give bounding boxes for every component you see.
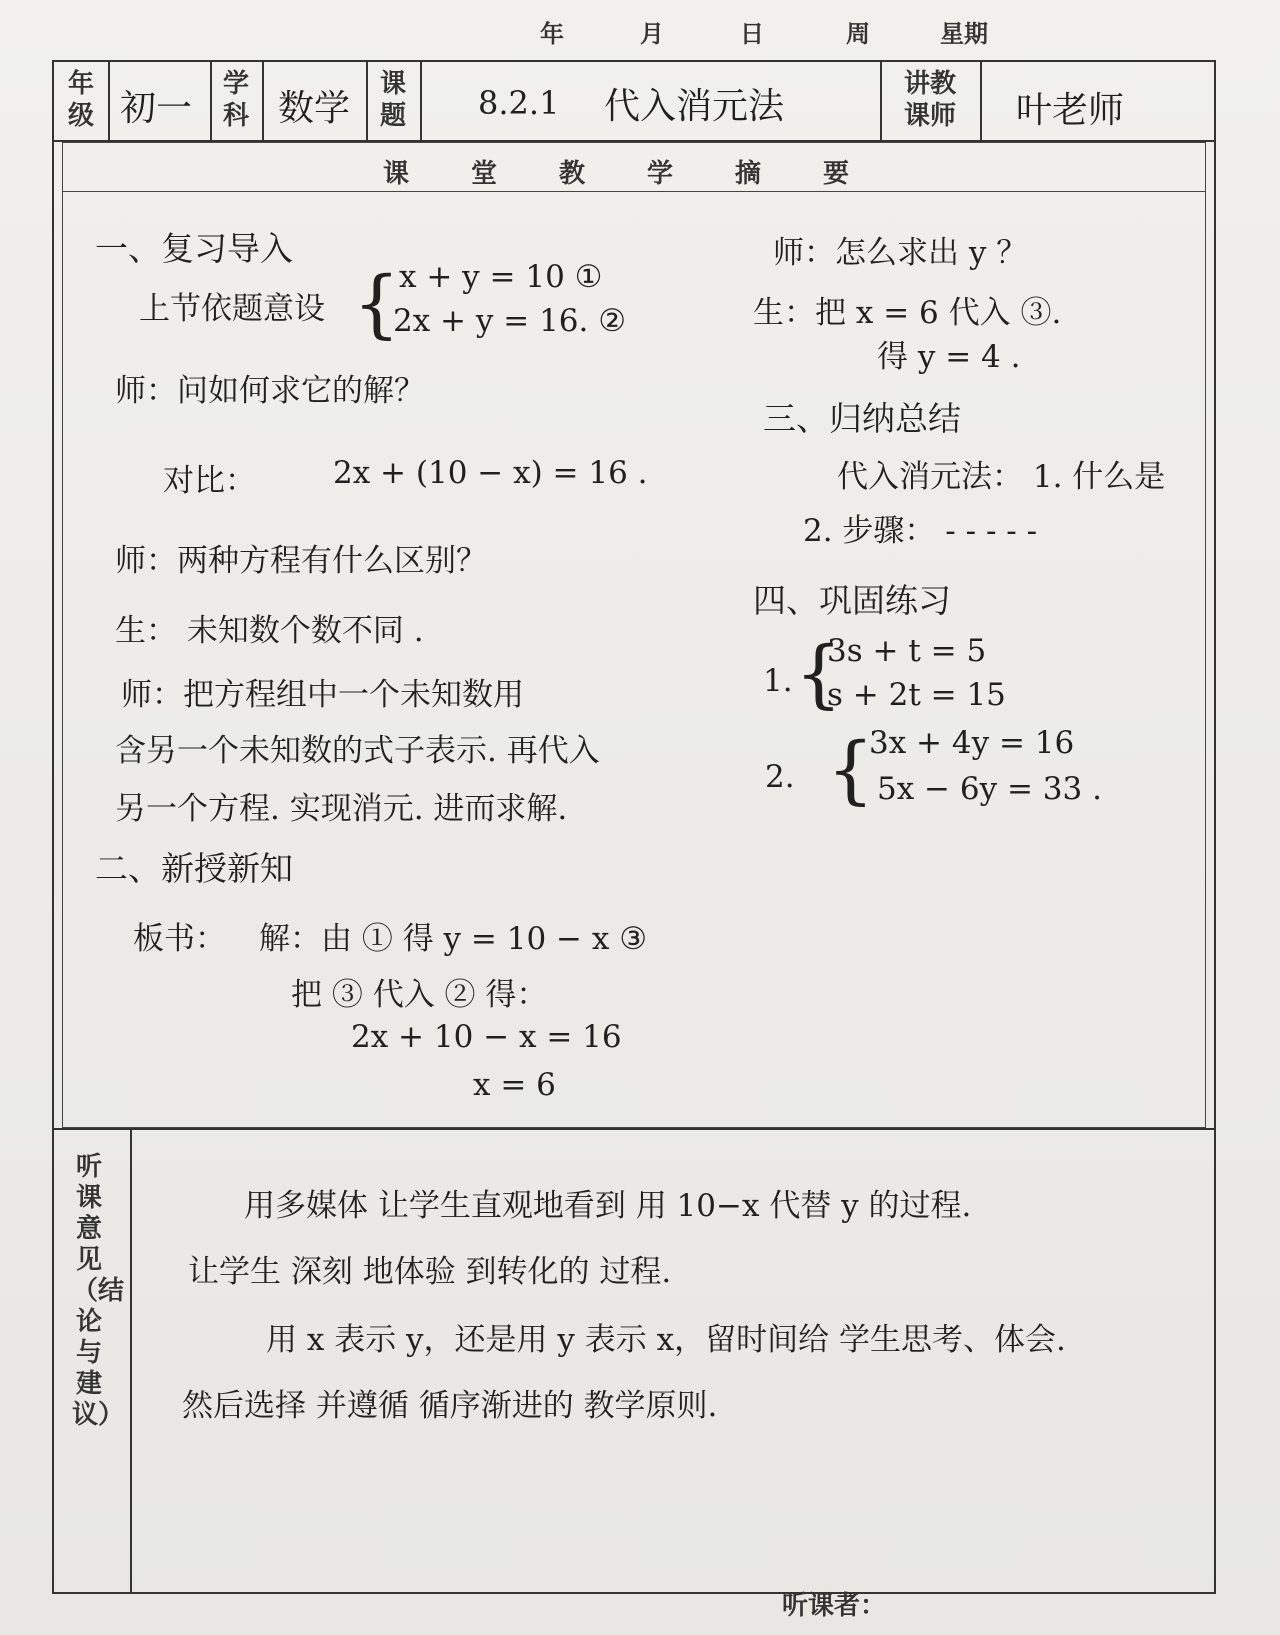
sec1-intro: 上节依题意设 [139,291,325,327]
right-answer-1: 生：把 x = 6 代入 ③. [753,295,1062,331]
question-2: 师：两种方程有什么区别？ [115,543,487,579]
grade-label: 年级 [67,69,94,131]
board-line-3: 2x + 10 − x = 16 [351,1019,622,1055]
feedback-line-1: 用多媒体 让学生直观地看到 用 10−x 代替 y 的过程. [244,1188,972,1224]
grade-value: 初一 [120,88,193,129]
equation-2: 2x + y = 16. ② [393,303,627,339]
system-brace-3: { [827,727,875,813]
feedback-line-2: 让学生 深刻 地体验 到转化的 过程. [188,1254,672,1290]
sec2-title: 二、新授新知 [95,849,293,888]
feedback-line-3: 用 x 表示 y，还是用 y 表示 x，留时间给 学生思考、体会. [266,1322,1066,1358]
compare-label: 对比： [163,463,256,499]
sec4-title: 四、巩固练习 [753,581,951,620]
board-line-4: x = 6 [473,1067,556,1103]
date-weekday: 星期 [940,20,988,48]
board-line-1: 解：由 ① 得 y = 10 − x ③ [259,921,648,957]
teacher-line-1: 师：把方程组中一个未知数用 [121,677,524,713]
topic-label: 课题 [379,69,406,131]
topic-value: 代入消元法 [604,86,785,127]
feedback-line-4: 然后选择 并遵循 循序渐进的 教学原则. [182,1388,718,1424]
teacher-line-3: 另一个方程. 实现消元. 进而求解. [115,791,568,827]
equation-1: x + y = 10 ① [399,259,603,295]
practice-1-number: 1. [763,663,793,699]
practice-2-eq-2: 5x − 6y = 33 . [877,771,1102,807]
summary-line-2: 2. 步骤： - - - - - [803,513,1038,549]
date-day: 日 [740,20,764,48]
practice-2-number: 2. [765,759,795,795]
feedback-label: 听课意见（结论与建议） [72,1152,125,1430]
teacher-label: 讲教课师 [903,69,956,131]
teacher-line-2: 含另一个未知数的式子表示. 再代入 [115,733,600,769]
right-question: 师：怎么求出 y ？ [773,235,1028,271]
sec3-title: 三、归纳总结 [763,399,961,438]
date-month: 月 [640,20,664,48]
sec1-title: 一、复习导入 [95,229,293,268]
practice-2-eq-1: 3x + 4y = 16 [869,725,1075,761]
topic-number: 8.2.1 [478,84,560,122]
subject-value: 数学 [278,88,351,129]
date-week: 周 [846,20,870,48]
listener-label: 听课者： [782,1591,887,1621]
practice-1-eq-1: 3s + t = 5 [827,633,987,669]
right-answer-2: 得 y = 4 . [877,339,1021,375]
system-brace-2: { [795,631,843,717]
subject-label: 学科 [222,69,249,131]
practice-1-eq-2: s + 2t = 15 [827,677,1006,713]
compare-equation: 2x + (10 − x) = 16 . [333,455,648,491]
board-line-2: 把 ③ 代入 ② 得： [291,977,548,1013]
system-brace-1: { [353,261,401,347]
summary-box: 课 堂 教 学 摘 要 一、复习导入 上节依题意设 { x + y = 10 ① 2x + y = 16. ② 师：问如何求它的解？ 对比： 2x + (10 − x) = 16 . 师：两种方程有什么区别？ 生： 未知数个数不同 . 师：把方程组中一个未知数用 含另一个未知数的式子表示. 再代入 另一个方程. 实现消元. 进而求解. 二、新授新知 板书： 解：由 ① 得 y = 10 − x ③ 把 ③ 代入 ② 得： 2x + 10 − x = 16 x = 6 师：怎么求出 y ？ 生：把 x = 6 代入 ③. 得 y = 4 . 三、归纳总结 代入消元法： 1. 什么是 2. 步骤： - - - - - 四、巩固练习 1. { 3s + t = 5 s + 2t = 15 2. { 3x + 4y = 16 5x − 6y = 33 . [62,142,1206,1128]
board-label: 板书： [133,921,226,957]
lesson-record-form [52,60,1216,1594]
date-year: 年 [540,20,564,48]
question-1: 师：问如何求它的解？ [115,373,425,409]
summary-line-1: 代入消元法： 1. 什么是 [837,459,1166,495]
teacher-value: 叶老师 [1016,90,1125,131]
answer-2: 生： 未知数个数不同 . [115,613,424,649]
